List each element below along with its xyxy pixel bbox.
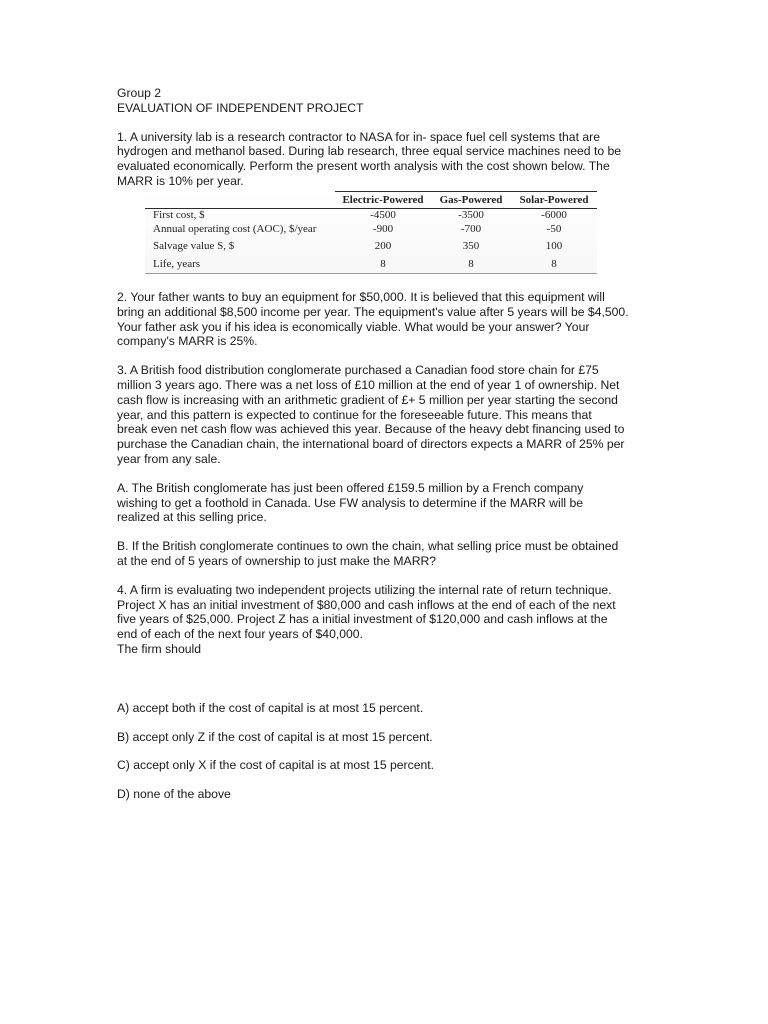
row-label: First cost, $: [153, 208, 205, 221]
row-label: Annual operating cost (AOC), $/year: [153, 222, 317, 235]
option-c: C) accept only X if the cost of capital is at most 15 percent.: [117, 758, 435, 773]
header-electric-powered: Electric-Powered: [335, 191, 431, 208]
q2-line: Your father ask you if his idea is economically viable. What would be your answer? Your: [117, 319, 590, 334]
q3b-line: B. If the British conglomerate continues to own the chain, what selling price must be obtained: [117, 539, 619, 554]
q3a-line: A. The British conglomerate has just been offered £159.5 million by a French company: [117, 480, 584, 495]
document-title: EVALUATION OF INDEPENDENT PROJECT: [117, 100, 364, 115]
q3a-line: realized at this selling price.: [117, 510, 267, 525]
q4-line: 4. A firm is evaluating two independent projects utilizing the internal rate of return technique.: [117, 582, 612, 597]
q4-line: Project X has an initial investment of $80,000 and cash inflows at the end of each of the next: [117, 597, 616, 612]
table-cell: 200: [374, 240, 392, 253]
header-gas-powered: Gas-Powered: [431, 191, 511, 208]
table-cell: -4500: [370, 208, 396, 221]
row-label: Salvage value S, $: [153, 240, 235, 253]
question-3: [117, 363, 657, 467]
q3-line: year from any sale.: [117, 452, 221, 467]
q1-line: hydrogen and methanol based. During lab research, three equal service machines need to be: [117, 144, 622, 159]
table-cell: -6000: [541, 208, 567, 221]
q1-line: evaluated economically. Perform the present worth analysis with the cost shown below. The: [117, 159, 610, 174]
q3-line: break even net cash flow was achieved this year. Because of the heavy debt financing used to: [117, 422, 625, 437]
question-4: [117, 583, 657, 657]
q3-line: year, and this pattern is expected to continue for the foreseeable future. This means that: [117, 407, 592, 422]
option-d: D) none of the above: [117, 787, 231, 802]
question-3b: [117, 539, 657, 569]
table-cell: 8: [335, 256, 431, 274]
row-label: Life, years: [145, 256, 335, 274]
q4-line: end of each of the next four years of $40,000.: [117, 627, 363, 642]
option-a: A) accept both if the cost of capital is at most 15 percent.: [117, 700, 424, 715]
q3b-line: at the end of 5 years of ownership to just make the MARR?: [117, 554, 437, 569]
header-solar-powered: Solar-Powered: [511, 191, 597, 208]
q3-line: cash flow is increasing with an arithmetic gradient of £+ 5 million per year starting the second: [117, 392, 618, 407]
q2-line: bring an additional $8,500 income per year. The equipment's value after 5 years will be $4,500.: [117, 304, 629, 319]
q2-line: company's MARR is 25%.: [117, 334, 258, 349]
table-cell: 350: [462, 240, 480, 253]
table-cell: 8: [431, 256, 511, 274]
table-cell: -50: [546, 222, 562, 235]
q1-line: MARR is 10% per year.: [117, 173, 244, 188]
q2-line: 2. Your father wants to buy an equipment for $50,000. It is believed that this equipment will: [117, 290, 605, 305]
option-b: B) accept only Z if the cost of capital is at most 15 percent.: [117, 729, 433, 744]
question-2: [117, 290, 657, 349]
table-cell: -900: [372, 222, 394, 235]
table-cell: -3500: [458, 208, 484, 221]
table-cell: 8: [511, 256, 597, 274]
q3-line: million 3 years ago. There was a net loss of £10 million at the end of year 1 of ownership. Net: [117, 378, 620, 393]
group-label: Group 2: [117, 86, 162, 100]
table-row: [145, 208, 597, 221]
question-1: [117, 130, 657, 189]
machine-cost-table: [145, 191, 597, 274]
document-page: [117, 86, 657, 802]
q4-line: The firm should: [117, 642, 201, 657]
q1-line: 1. A university lab is a research contractor to NASA for in- space fuel cell systems that are: [117, 129, 600, 144]
q3-line: 3. A British food distribution conglomerate purchased a Canadian food store chain for £75: [117, 363, 599, 378]
table-row: [145, 256, 597, 274]
question-3a: [117, 481, 657, 525]
table-cell: -700: [460, 222, 482, 235]
table-cell: 100: [545, 240, 563, 253]
q3a-line: wishing to get a foothold in Canada. Use FW analysis to determine if the MARR will be: [117, 495, 584, 510]
q3-line: purchase the Canadian chain, the international board of directors expects a MARR of 25% per: [117, 437, 625, 452]
table-row: [145, 221, 597, 239]
table-row: [145, 238, 597, 256]
q4-line: five years of $25,000. Project Z has a initial investment of $120,000 and cash inflows at the: [117, 612, 608, 627]
